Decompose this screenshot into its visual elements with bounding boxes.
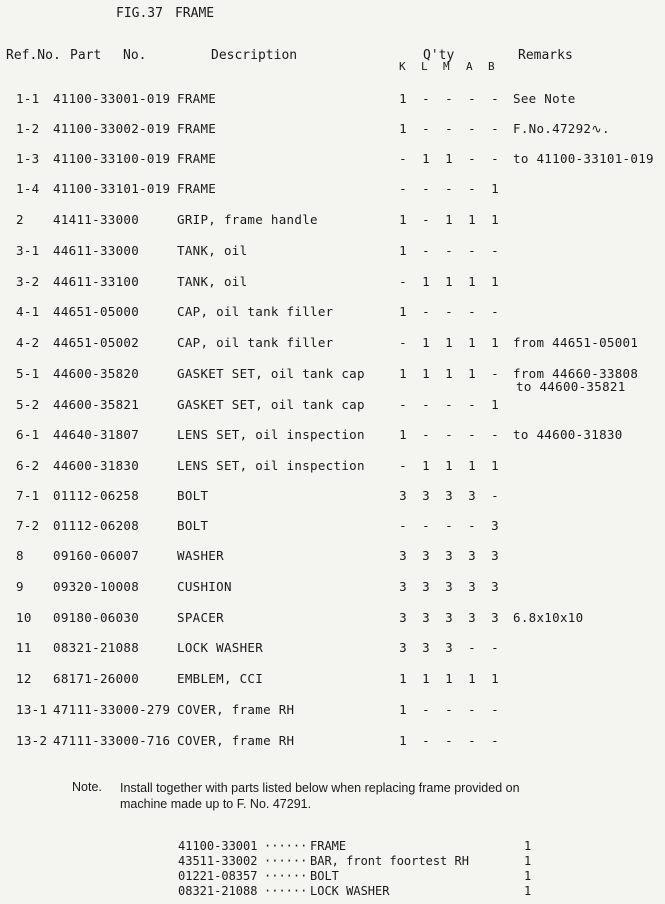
part-no-cell: 41100-33001-019 [53, 91, 171, 106]
table-row [0, 243, 665, 265]
header-remarks: Remarks [518, 48, 573, 63]
qty-cell: - [422, 121, 430, 136]
qty-cell: - [422, 733, 430, 748]
qty-cell: 1 [445, 212, 453, 227]
qty-cell: 1 [468, 335, 476, 350]
qty-cell: - [491, 304, 499, 319]
note-part-qty: 1 [524, 869, 532, 883]
ref-no-cell: 13-1 [16, 702, 48, 717]
table-row [0, 366, 665, 394]
qty-cell: 1 [422, 366, 430, 381]
header-part-no: No. [123, 48, 147, 63]
ref-no-cell: 7-2 [16, 518, 40, 533]
qty-cell: - [491, 427, 499, 442]
part-no-cell: 44651-05000 [53, 304, 140, 319]
qty-cell: 3 [468, 610, 476, 625]
qty-cell: - [399, 181, 407, 196]
qty-cell: - [468, 243, 476, 258]
ref-no-cell: 3-2 [16, 274, 40, 289]
qty-cell: - [491, 733, 499, 748]
qty-cell: 1 [422, 274, 430, 289]
figure-title [116, 6, 214, 21]
qty-cell: 1 [468, 274, 476, 289]
ref-no-cell: 10 [16, 610, 32, 625]
part-no-cell: 44600-31830 [53, 458, 140, 473]
qty-cell: - [399, 274, 407, 289]
table-row [0, 397, 665, 419]
qty-cell: - [445, 91, 453, 106]
part-no-cell: 08321-21088 [53, 640, 140, 655]
remarks-cell: to 44600-31830 [513, 427, 623, 442]
qty-cell: 1 [399, 427, 407, 442]
note-part-description: BAR, front foortest RH [310, 854, 469, 868]
qty-cell: 3 [445, 579, 453, 594]
qty-cell: 1 [491, 181, 499, 196]
qty-cell: - [422, 212, 430, 227]
qty-cell: - [491, 702, 499, 717]
part-no-cell: 47111-33000-716 [53, 733, 171, 748]
header-qty: Q'ty [423, 48, 455, 63]
qty-cell: 3 [422, 488, 430, 503]
note-part-description: BOLT [310, 869, 339, 883]
qty-cell: - [491, 91, 499, 106]
qty-cell: 3 [399, 548, 407, 563]
table-row [0, 181, 665, 203]
qty-cell: - [468, 640, 476, 655]
qty-cell: 1 [445, 274, 453, 289]
ref-no-cell: 3-1 [16, 243, 40, 258]
qty-cell: 1 [468, 458, 476, 473]
qty-cell: 3 [468, 488, 476, 503]
ref-no-cell: 8 [16, 548, 24, 563]
part-no-cell: 41100-33002-019 [53, 121, 171, 136]
qty-cell: - [422, 427, 430, 442]
qty-cell: 3 [445, 610, 453, 625]
part-no-cell: 09180-06030 [53, 610, 140, 625]
qty-cell: 1 [422, 671, 430, 686]
qty-cell: - [445, 121, 453, 136]
header-qty-a: A [466, 60, 473, 73]
table-row [0, 335, 665, 357]
qty-cell: 1 [468, 671, 476, 686]
leader-dots: ······ [264, 854, 308, 868]
qty-cell: 1 [399, 121, 407, 136]
qty-cell: 3 [399, 579, 407, 594]
qty-cell: - [468, 304, 476, 319]
header-description: Description [211, 48, 298, 63]
qty-cell: - [422, 243, 430, 258]
figure-number: FIG.37 [116, 6, 163, 21]
description-cell: FRAME [177, 151, 217, 166]
qty-cell: - [445, 733, 453, 748]
ref-no-cell: 1-4 [16, 181, 40, 196]
qty-cell: - [422, 702, 430, 717]
note-part-description: FRAME [310, 839, 347, 853]
description-cell: LENS SET, oil inspection [177, 458, 365, 473]
qty-cell: 1 [399, 702, 407, 717]
table-row [0, 488, 665, 510]
ref-no-cell: 7-1 [16, 488, 40, 503]
qty-cell: 3 [445, 548, 453, 563]
part-no-cell: 47111-33000-279 [53, 702, 171, 717]
qty-cell: 1 [399, 366, 407, 381]
qty-cell: 1 [422, 458, 430, 473]
qty-cell: 1 [491, 335, 499, 350]
description-cell: BOLT [177, 488, 209, 503]
table-row [0, 151, 665, 173]
table-row [0, 610, 665, 632]
ref-no-cell: 1-3 [16, 151, 40, 166]
description-cell: CAP, oil tank filler [177, 335, 334, 350]
ref-no-cell: 1-1 [16, 91, 40, 106]
qty-cell: - [399, 335, 407, 350]
qty-cell: 1 [422, 335, 430, 350]
part-no-cell: 44600-35820 [53, 366, 140, 381]
qty-cell: - [399, 397, 407, 412]
qty-cell: - [491, 366, 499, 381]
remarks-cell: from 44660-33808 [513, 366, 639, 381]
note-part-no: 01221-08357 [178, 869, 258, 883]
remarks-cell: from 44651-05001 [513, 335, 639, 350]
note-part-line [178, 839, 538, 854]
description-cell: LOCK WASHER [177, 640, 264, 655]
note-part-description: LOCK WASHER [310, 884, 390, 898]
qty-cell: - [468, 702, 476, 717]
ref-no-cell: 6-1 [16, 427, 40, 442]
table-row [0, 212, 665, 234]
qty-cell: 3 [445, 640, 453, 655]
qty-cell: - [468, 151, 476, 166]
table-row [0, 121, 665, 143]
note-label: Note. [72, 780, 102, 794]
part-no-cell: 44611-33100 [53, 274, 140, 289]
table-row [0, 579, 665, 601]
description-cell: EMBLEM, CCI [177, 671, 264, 686]
qty-cell: 3 [491, 610, 499, 625]
ref-no-cell: 13-2 [16, 733, 48, 748]
description-cell: CUSHION [177, 579, 232, 594]
description-cell: TANK, oil [177, 274, 248, 289]
qty-cell: - [468, 91, 476, 106]
ref-no-cell: 5-1 [16, 366, 40, 381]
description-cell: BOLT [177, 518, 209, 533]
qty-cell: 1 [445, 366, 453, 381]
ref-no-cell: 11 [16, 640, 32, 655]
note-part-qty: 1 [524, 839, 532, 853]
note-part-no: 08321-21088 [178, 884, 258, 898]
qty-cell: - [445, 304, 453, 319]
leader-dots: ······ [264, 839, 308, 853]
qty-cell: 1 [399, 671, 407, 686]
qty-cell: 1 [399, 212, 407, 227]
qty-cell: 3 [422, 579, 430, 594]
header-qty-m: M [443, 60, 450, 73]
qty-cell: 3 [491, 518, 499, 533]
qty-cell: 1 [399, 733, 407, 748]
qty-cell: - [422, 518, 430, 533]
remarks-cell: to 41100-33101-019 [513, 151, 654, 166]
leader-dots: ······ [264, 869, 308, 883]
part-no-cell: 41411-33000 [53, 212, 140, 227]
qty-cell: 1 [468, 366, 476, 381]
qty-cell: - [445, 427, 453, 442]
qty-cell: 3 [399, 488, 407, 503]
description-cell: COVER, frame RH [177, 733, 295, 748]
qty-cell: - [491, 151, 499, 166]
qty-cell: - [422, 304, 430, 319]
part-no-cell: 41100-33100-019 [53, 151, 171, 166]
qty-cell: - [399, 458, 407, 473]
qty-cell: 1 [445, 671, 453, 686]
remarks-cell: 6.8x10x10 [513, 610, 584, 625]
qty-cell: 3 [422, 610, 430, 625]
qty-cell: 1 [399, 304, 407, 319]
ref-no-cell: 4-2 [16, 335, 40, 350]
ref-no-cell: 1-2 [16, 121, 40, 136]
header-part: Part [70, 48, 102, 63]
description-cell: GRIP, frame handle [177, 212, 318, 227]
qty-cell: 1 [445, 151, 453, 166]
description-cell: FRAME [177, 91, 217, 106]
qty-cell: - [468, 733, 476, 748]
note-part-qty: 1 [524, 854, 532, 868]
remarks-cell-line2: to 44600-35821 [516, 379, 626, 394]
qty-cell: - [445, 702, 453, 717]
qty-cell: 3 [399, 610, 407, 625]
table-row [0, 518, 665, 540]
table-row [0, 274, 665, 296]
table-row [0, 548, 665, 570]
qty-cell: - [422, 397, 430, 412]
description-cell: LENS SET, oil inspection [177, 427, 365, 442]
qty-cell: 1 [468, 212, 476, 227]
qty-cell: - [422, 91, 430, 106]
description-cell: GASKET SET, oil tank cap [177, 397, 365, 412]
remarks-cell: F.No.47292∿. [513, 121, 610, 136]
qty-cell: - [445, 397, 453, 412]
qty-cell: - [491, 121, 499, 136]
qty-cell: - [468, 427, 476, 442]
qty-cell: - [468, 518, 476, 533]
note-part-line [178, 869, 538, 884]
part-no-cell: 09320-10008 [53, 579, 140, 594]
description-cell: CAP, oil tank filler [177, 304, 334, 319]
part-no-cell: 68171-26000 [53, 671, 140, 686]
ref-no-cell: 9 [16, 579, 24, 594]
table-row [0, 671, 665, 693]
header-qty-k: K [399, 60, 406, 73]
header-qty-b: B [488, 60, 495, 73]
qty-cell: - [491, 488, 499, 503]
header-qty-l: L [421, 60, 428, 73]
figure-name: FRAME [174, 6, 215, 21]
qty-cell: 3 [422, 640, 430, 655]
qty-cell: 1 [399, 91, 407, 106]
ref-no-cell: 12 [16, 671, 32, 686]
qty-cell: 3 [468, 548, 476, 563]
ref-no-cell: 4-1 [16, 304, 40, 319]
part-no-cell: 44611-33000 [53, 243, 140, 258]
part-no-cell: 44651-05002 [53, 335, 140, 350]
qty-cell: 1 [491, 671, 499, 686]
qty-cell: 1 [491, 458, 499, 473]
leader-dots: ······ [264, 884, 308, 898]
table-row [0, 702, 665, 724]
qty-cell: 1 [491, 212, 499, 227]
description-cell: COVER, frame RH [177, 702, 295, 717]
note-part-no: 43511-33002 [178, 854, 258, 868]
remarks-cell: See Note [513, 91, 576, 106]
qty-cell: - [468, 121, 476, 136]
description-cell: GASKET SET, oil tank cap [177, 366, 365, 381]
qty-cell: 1 [445, 335, 453, 350]
note-text: Install together with parts listed below when replacing frame provided on machine made up to F. No. 47291. [120, 781, 520, 811]
description-cell: FRAME [177, 181, 217, 196]
qty-cell: 3 [399, 640, 407, 655]
qty-cell: - [491, 640, 499, 655]
table-row [0, 733, 665, 755]
qty-cell: - [399, 151, 407, 166]
qty-cell: - [422, 181, 430, 196]
qty-cell: - [445, 518, 453, 533]
qty-cell: 1 [422, 151, 430, 166]
part-no-cell: 01112-06208 [53, 518, 140, 533]
part-no-cell: 44600-35821 [53, 397, 140, 412]
table-row [0, 458, 665, 480]
qty-cell: 3 [422, 548, 430, 563]
ref-no-cell: 2 [16, 212, 24, 227]
qty-cell: - [491, 243, 499, 258]
qty-cell: 3 [468, 579, 476, 594]
note-part-qty: 1 [524, 884, 532, 898]
table-row [0, 427, 665, 449]
qty-cell: 1 [491, 397, 499, 412]
qty-cell: 1 [491, 274, 499, 289]
part-no-cell: 44640-31807 [53, 427, 140, 442]
part-no-cell: 01112-06258 [53, 488, 140, 503]
qty-cell: - [445, 243, 453, 258]
ref-no-cell: 6-2 [16, 458, 40, 473]
note-part-no: 41100-33001 [178, 839, 258, 853]
header-ref-no: Ref.No. [6, 48, 61, 63]
ref-no-cell: 5-2 [16, 397, 40, 412]
qty-cell: - [468, 397, 476, 412]
description-cell: TANK, oil [177, 243, 248, 258]
qty-cell: 3 [491, 548, 499, 563]
table-row [0, 91, 665, 113]
description-cell: FRAME [177, 121, 217, 136]
part-no-cell: 41100-33101-019 [53, 181, 171, 196]
table-row [0, 304, 665, 326]
note-part-line [178, 884, 538, 899]
qty-cell: 1 [445, 458, 453, 473]
table-row [0, 640, 665, 662]
qty-cell: 1 [399, 243, 407, 258]
part-no-cell: 09160-06007 [53, 548, 140, 563]
description-cell: SPACER [177, 610, 224, 625]
description-cell: WASHER [177, 548, 224, 563]
qty-cell: 3 [445, 488, 453, 503]
note-part-line [178, 854, 538, 869]
qty-cell: - [399, 518, 407, 533]
qty-cell: - [445, 181, 453, 196]
qty-cell: 3 [491, 579, 499, 594]
qty-cell: - [468, 181, 476, 196]
